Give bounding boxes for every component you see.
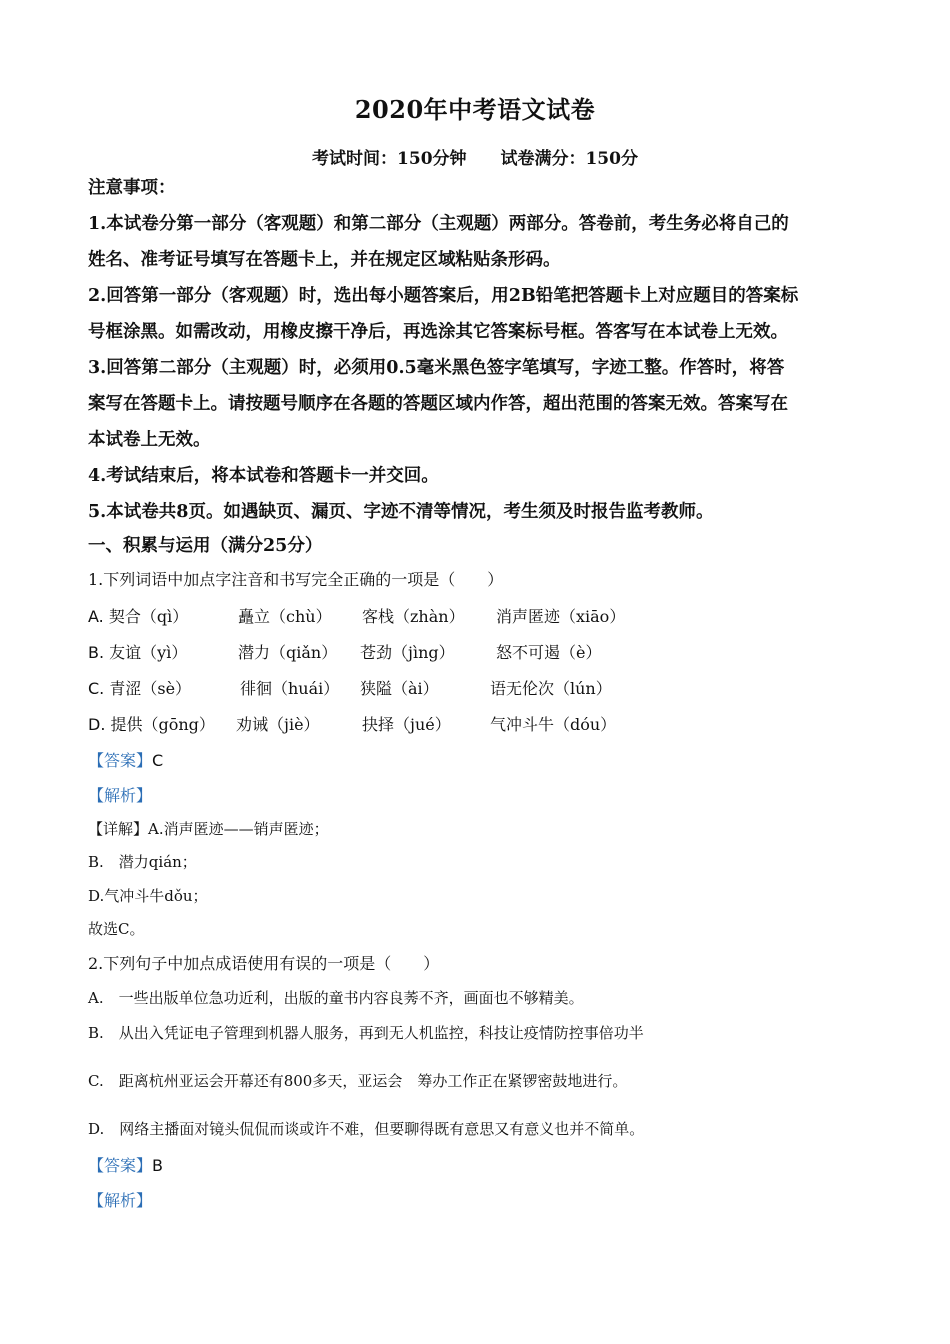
notice-line: 4.考试结束后，将本试卷和答题卡一并交回。 (88, 466, 439, 486)
option-word: 青涩（sè） (109, 679, 192, 698)
question-2-option-d: D. 网络主播面对镜头侃侃而谈或许不难，但要聊得既有意思又有意义也并不简单。 (88, 1120, 645, 1138)
analysis-detail: 故选C。 (88, 920, 145, 938)
analysis-detail: D.气冲斗牛dǒu； (88, 887, 208, 905)
notice-line: 号框涂黑。如需改动，用橡皮擦干净后，再选涂其它答案标号框。答客写在本试卷上无效。 (88, 322, 788, 342)
option-word: 苍劲（jìng） (360, 643, 455, 662)
section-heading: 一、积累与运用（满分25分） (88, 536, 323, 556)
answer-tag: 【答案】 (88, 751, 153, 770)
notice-line: 姓名、准考证号填写在答题卡上，并在规定区域粘贴条形码。 (88, 250, 561, 270)
exam-score: 试卷满分：150分 (500, 149, 638, 169)
notice-line: 2.回答第一部分（客观题）时，选出每小题答案后，用2B铅笔把答题卡上对应题目的答案标 (88, 286, 799, 306)
option-label: B. (88, 643, 105, 662)
option-word: 友谊（yì） (109, 643, 188, 662)
option-word: 消声匿迹（xiāo） (496, 607, 626, 626)
question-2-option-c: C. 距离杭州亚运会开幕还有800多天，亚运会 筹办工作正在紧锣密鼓地进行。 (88, 1072, 628, 1090)
option-word: 气冲斗牛（dóu） (490, 715, 617, 734)
option-word: 徘徊（huái） (240, 679, 340, 698)
option-word: 矗立（chù） (238, 607, 332, 626)
analysis-detail: B. 潜力qián； (88, 853, 197, 871)
analysis-detail: 【详解】A.消声匿迹——销声匿迹； (88, 820, 329, 838)
notice-line: 3.回答第二部分（主观题）时，必须用0.5毫米黑色签字笔填写，字迹工整。作答时，将答 (88, 358, 785, 378)
option-word: 抉择（jué） (362, 715, 451, 734)
notice-line: 本试卷上无效。 (88, 430, 211, 450)
option-word: 契合（qì） (108, 607, 189, 626)
option-word: 语无伦次（lún） (490, 679, 612, 698)
notice-block (88, 170, 868, 530)
option-word: 潜力（qiǎn） (238, 643, 338, 662)
answer-row (88, 748, 163, 771)
answer-row (88, 1153, 163, 1176)
notice-heading: 注意事项： (88, 178, 176, 198)
option-word: 客栈（zhàn） (362, 607, 465, 626)
notice-line: 案写在答题卡上。请按题号顺序在各题的答题区域内作答，超出范围的答案无效。答案写在 (88, 394, 788, 414)
question-2-option-b: B. 从出入凭证电子管理到机器人服务，再到无人机监控，科技让疫情防控事倍功半 (88, 1024, 644, 1042)
notice-line: 5.本试卷共8页。如遇缺页、漏页、字迹不清等情况，考生须及时报告监考教师。 (88, 502, 714, 522)
question-2-option-a: A. 一些出版单位急功近利，出版的童书内容良莠不齐，画面也不够精美。 (88, 989, 584, 1007)
question-1-stem: 1.下列词语中加点字注音和书写完全正确的一项是（ ） (88, 570, 504, 589)
answer-value: C (152, 751, 164, 770)
option-label: C. (88, 679, 105, 698)
option-word: 劝诫（jiè） (236, 715, 320, 734)
option-label: D. (88, 715, 106, 734)
option-label: A. (88, 607, 104, 626)
page-title: 2020年中考语文试卷 (354, 95, 596, 124)
question-2-stem: 2.下列句子中加点成语使用有误的一项是（ ） (88, 954, 440, 973)
option-word: 怒不可遏（è） (496, 643, 602, 662)
answer-value: B (152, 1156, 163, 1175)
analysis-tag: 【解析】 (88, 1191, 153, 1210)
option-word: 提供（gōng） (110, 715, 215, 734)
answer-tag: 【答案】 (88, 1156, 153, 1175)
analysis-tag: 【解析】 (88, 786, 153, 805)
exam-time: 考试时间：150分钟 (312, 149, 467, 169)
notice-line: 1.本试卷分第一部分（客观题）和第二部分（主观题）两部分。答卷前，考生务必将自己的 (88, 214, 789, 234)
option-word: 狭隘（ài） (360, 679, 439, 698)
exam-info (0, 144, 950, 169)
